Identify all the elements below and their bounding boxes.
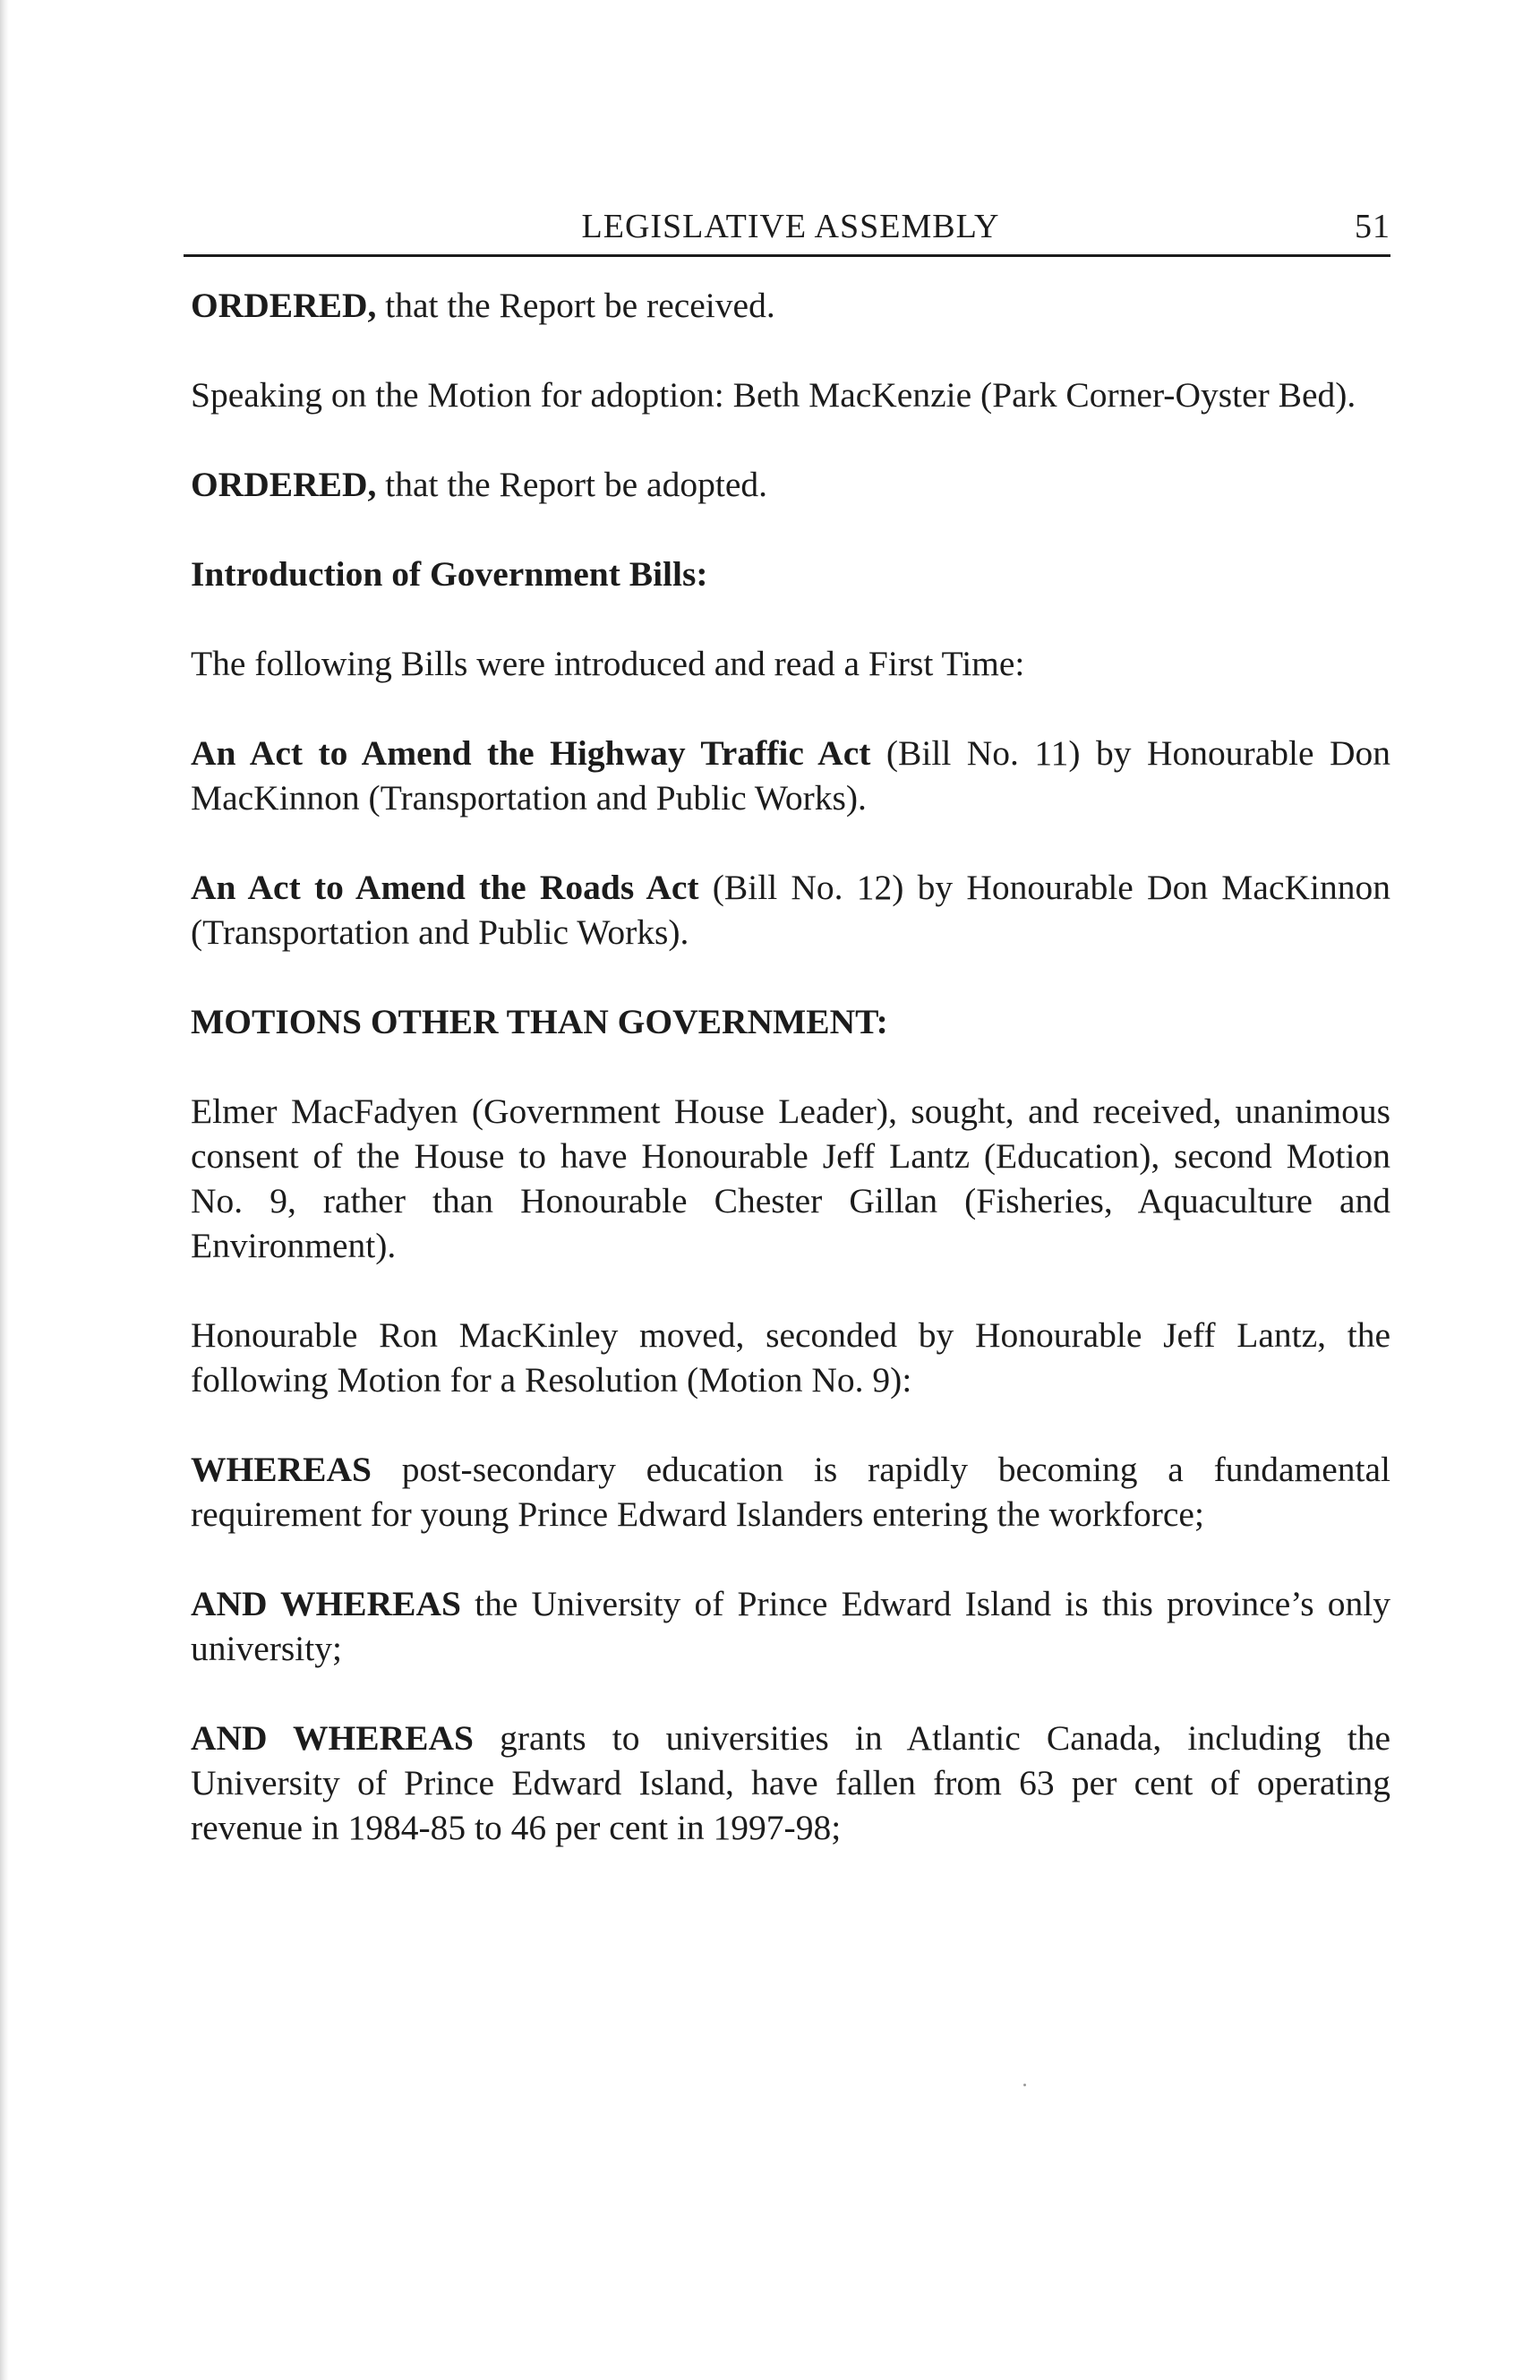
whereas-clause-2 [191, 1581, 1390, 1671]
header-title: LEGISLATIVE ASSEMBLY [581, 208, 1000, 245]
motion-moved: Honourable Ron MacKinley moved, seconded by Honourable Jeff Lantz, the following Motion for a Resolution (Motion No. 9): [191, 1315, 1390, 1400]
running-header [191, 204, 1390, 249]
header-rule [184, 254, 1390, 257]
whereas-text: post-secondary education is rapidly becoming a fundamental requirement for young Prince Edward Islanders entering the workforce; [191, 1450, 1390, 1534]
page-binding-shadow [0, 0, 9, 2380]
bill-title: An Act to Amend the Highway Traffic Act [191, 733, 871, 773]
whereas-clause-1 [191, 1447, 1390, 1537]
scan-speck [1023, 2084, 1026, 2086]
whereas-label: AND WHEREAS [191, 1718, 474, 1758]
bills-intro: The following Bills were introduced and read a First Time: [191, 644, 1025, 683]
bill-details: (Bill No. 11) by Honourable Don MacKinnon (Transportation and Public Works). [191, 733, 1390, 818]
ordered-received [191, 283, 1390, 328]
ordered-adopted [191, 462, 1390, 507]
bill-11 [191, 731, 1390, 820]
whereas-label: AND WHEREAS [191, 1584, 461, 1623]
ordered-label: ORDERED, [191, 465, 377, 504]
bill-title: An Act to Amend the Roads Act [191, 868, 699, 907]
ordered-text: that the Report be received. [376, 286, 775, 325]
unanimous-consent: Elmer MacFadyen (Government House Leader), sought, and received, unanimous consent of the House to have Honourable Jeff Lantz (Education), second Motion No. 9, rather than Honourable Chester Gillan (Fisheries, Aquaculture and Environment). [191, 1092, 1390, 1265]
whereas-text: grants to universities in Atlantic Canada, including the University of Prince Edward Island, have fallen from 63 per cent of operating revenue in 1984-85 to 46 per cent in 1997-98; [191, 1718, 1390, 1847]
whereas-label: WHEREAS [191, 1450, 372, 1489]
whereas-text: the University of Prince Edward Island is this province’s only university; [191, 1584, 1390, 1668]
ordered-label: ORDERED, [191, 286, 377, 325]
body-text [191, 283, 1390, 1850]
bill-12 [191, 865, 1390, 955]
speaking-on-motion: Speaking on the Motion for adoption: Beth MacKenzie (Park Corner-Oyster Bed). [191, 375, 1356, 415]
bill-details: (Bill No. 12) by Honourable Don MacKinnon (Transportation and Public Works). [191, 868, 1390, 952]
ordered-text: that the Report be adopted. [376, 465, 767, 504]
page-number: 51 [1355, 208, 1390, 245]
journal-page [191, 204, 1390, 1895]
section-heading-government-bills: Introduction of Government Bills: [191, 554, 708, 594]
whereas-clause-3 [191, 1716, 1390, 1850]
section-heading-motions: MOTIONS OTHER THAN GOVERNMENT: [191, 1002, 888, 1041]
